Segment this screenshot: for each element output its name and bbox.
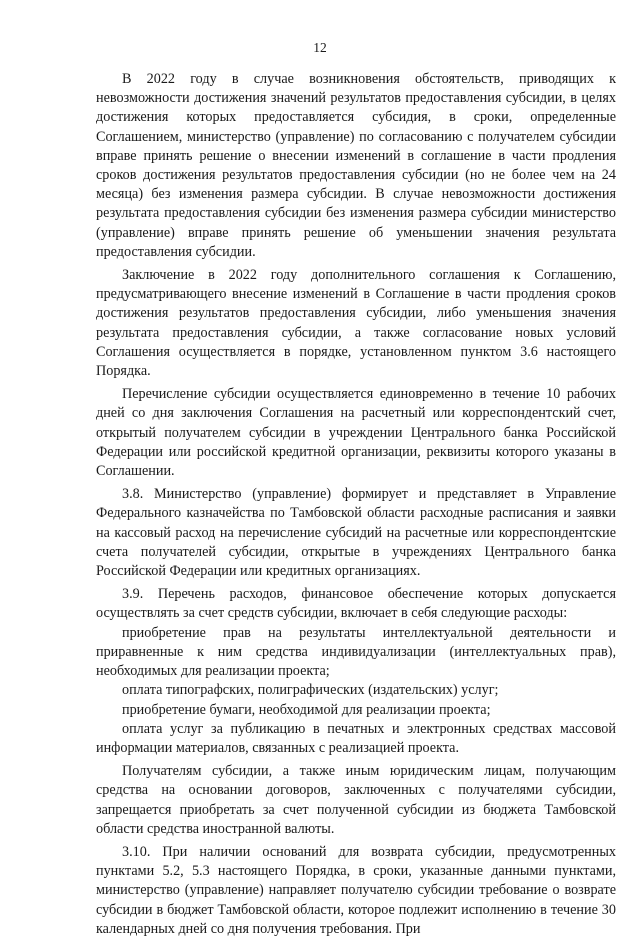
document-body [96,70,616,939]
paragraph-3-8-treasury: 3.8. Министерство (управление) формирует и представляет в Управление Федерального казначейства по Тамбовской области расходные расписания и заявки на кассовый расход на перечисление субсидий на расчетные или корреспондентские счета получателей субсидии, открытые в учреждениях Центрального банка Российской Федерации или кредитных организациях. [96,486,616,580]
list-item-media-publication: оплата услуг за публикацию в печатных и электронных средствах массовой информации материалов, связанных с реализацией проекта. [96,720,616,756]
list-item-intellectual-rights: приобретение прав на результаты интеллектуальной деятельности и приравненные к ним средства индивидуализации (интеллектуальных прав), необходимых для реализации проекта; [96,624,616,680]
paragraph-foreign-currency-ban: Получателям субсидии, а также иным юридическим лицам, получающим средства на основании договоров, заключенных с получателями субсидии, запрещается приобретать за счет полученной субсидии из бюджета Тамбовской области средства иностранной валюты. [96,763,616,837]
list-item-paper-purchase: приобретение бумаги, необходимой для реализации проекта; [122,701,491,718]
paragraph-3-10-refund: 3.10. При наличии оснований для возврата субсидии, предусмотренных пунктами 5.2, 5.3 настоящего Порядка, в сроки, указанные данными пунктами, министерство (управление) направляет получателю субсидии требование о возврате субсидии в бюджет Тамбовской области, которое подлежит исполнению в течение 30 календарных дней со дня получения требования. При [96,843,616,937]
page-number: 12 [313,40,327,55]
paragraph-3-9-expenses-list: 3.9. Перечень расходов, финансовое обеспечение которых допускается осуществлять за счет средств субсидии, включает в себя следующие расходы: [96,586,616,622]
paragraph-additional-agreement: Заключение в 2022 году дополнительного соглашения к Соглашению, предусматривающего внесение изменений в Соглашение в части продления сроков достижения результатов предоставления субсидии, либо уменьшения значения результата предоставления субсидии, а также согласование новых условий Соглашения осуществляется в порядке, установленном пунктом 3.6 настоящего Порядка. [96,267,616,380]
paragraph-results-deadline-change: В 2022 году в случае возникновения обстоятельств, приводящих к невозможности достижения значений результатов предоставления субсидии, в целях достижения которых предоставляется субсидия, в сроки, определенные Соглашением, министерство (управление) по согласованию с получателем субсидии вправе принять решение о внесении изменений в соглашение в части продления сроков достижения результатов предоставления субсидии (но не более чем на 24 месяца) без изменения размера субсидии. В случае невозможности достижения результата предоставления субсидии без изменения размера субсидии министерство (управление) вправе принять решение об уменьшении значения результата предоставления субсидии. [96,71,616,260]
list-item-printing-services: оплата типографских, полиграфических (издательских) услуг; [122,682,499,699]
paragraph-subsidy-transfer: Перечисление субсидии осуществляется единовременно в течение 10 рабочих дней со дня заключения Соглашения на расчетный или корреспондентский счет, открытый получателем субсидии в учреждении Центрального банка Российской Федерации или российской кредитной организации, реквизиты которого указаны в Соглашении. [96,386,616,480]
